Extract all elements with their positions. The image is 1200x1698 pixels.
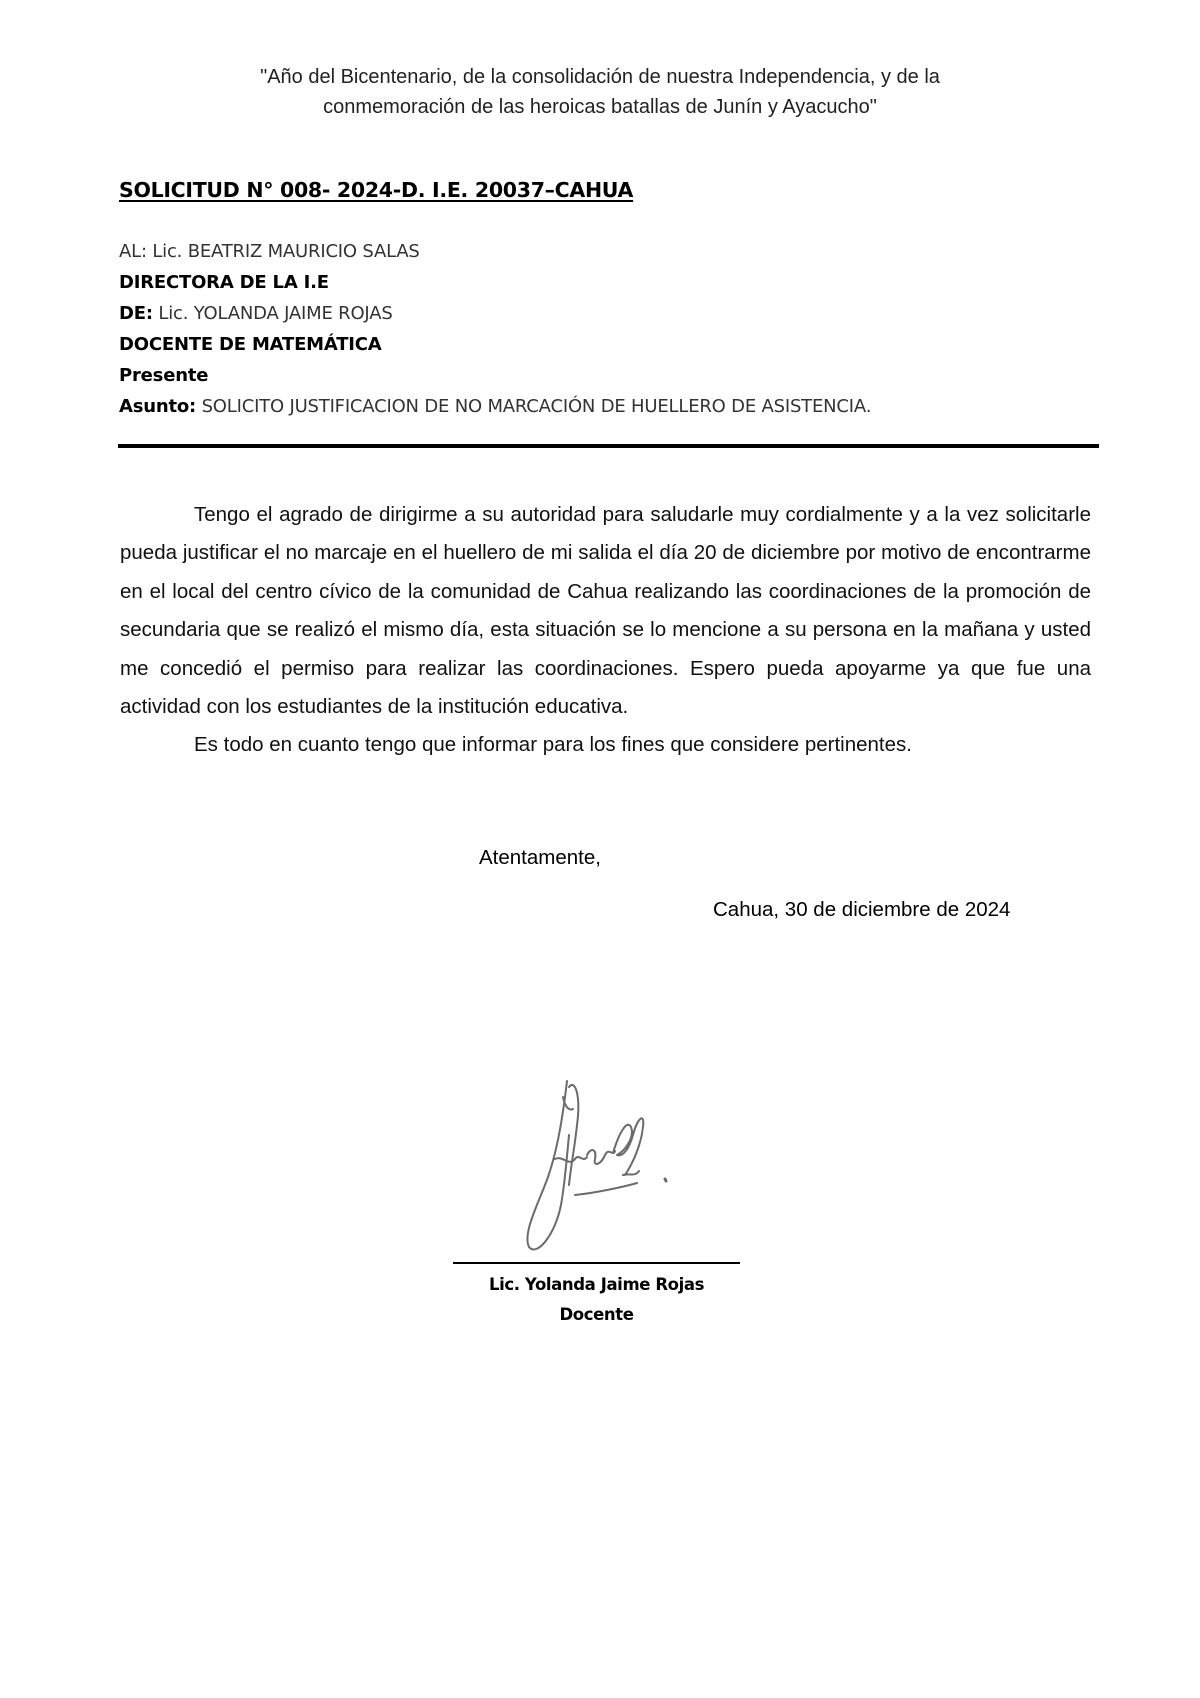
sender-role: DOCENTE DE MATEMÁTICA <box>119 334 382 355</box>
recipient-role: DIRECTORA DE LA I.E <box>119 272 329 293</box>
subject-prefix: Asunto: <box>119 396 197 417</box>
letter-date: Cahua, 30 de diciembre de 2024 <box>713 898 1011 921</box>
year-motto <box>0 62 1200 122</box>
closing-salutation: Atentamente, <box>479 846 601 869</box>
sender-line <box>119 298 871 329</box>
header-divider <box>118 444 1099 448</box>
recipient-prefix: AL: <box>119 241 147 262</box>
document-title: SOLICITUD N° 008- 2024-D. I.E. 20037–CAHUA <box>119 178 634 202</box>
body-paragraph-1: Tengo el agrado de dirigirme a su autoridad para saludarle muy cordialmente y a la vez solicitarle pueda justificar el no marcaje en el huellero de mi salida el día 20 de diciembre por motivo de encontrarme en el local del centro cívico de la comunidad de Cahua realizando las coordinaciones de la promoción de secundaria que se realizó el mismo día, esta situación se lo mencione a su persona en la mañana y usted me concedió el permiso para realizar las coordinaciones. Espero pueda apoyarme ya que fue una actividad con los estudiantes de la institución educativa. <box>120 503 1091 719</box>
signature-line <box>453 1262 740 1264</box>
motto-line-2: conmemoración de las heroicas batallas de Junín y Ayacucho" <box>323 96 877 118</box>
subject-line <box>119 391 871 422</box>
signer-block <box>453 1270 740 1330</box>
signer-name: Lic. Yolanda Jaime Rojas <box>488 1275 705 1294</box>
motto-line-1: "Año del Bicentenario, de la consolidación de nuestra Independencia, y de la <box>260 66 940 88</box>
letter-header <box>119 236 871 422</box>
recipient-line <box>119 236 871 267</box>
body-paragraph-2: Es todo en cuanto tengo que informar para los fines que considere pertinentes. <box>194 733 912 757</box>
subject-text: SOLICITO JUSTIFICACION DE NO MARCACIÓN DE HUELLERO DE ASISTENCIA. <box>196 396 872 417</box>
handwritten-signature <box>505 1075 695 1255</box>
signer-role: Docente <box>559 1305 634 1324</box>
letter-body <box>120 496 1091 765</box>
sender-name: Lic. YOLANDA JAIME ROJAS <box>152 303 393 324</box>
recipient-name: Lic. BEATRIZ MAURICIO SALAS <box>146 241 420 262</box>
presente-label: Presente <box>119 365 209 386</box>
sender-prefix: DE: <box>119 303 153 324</box>
